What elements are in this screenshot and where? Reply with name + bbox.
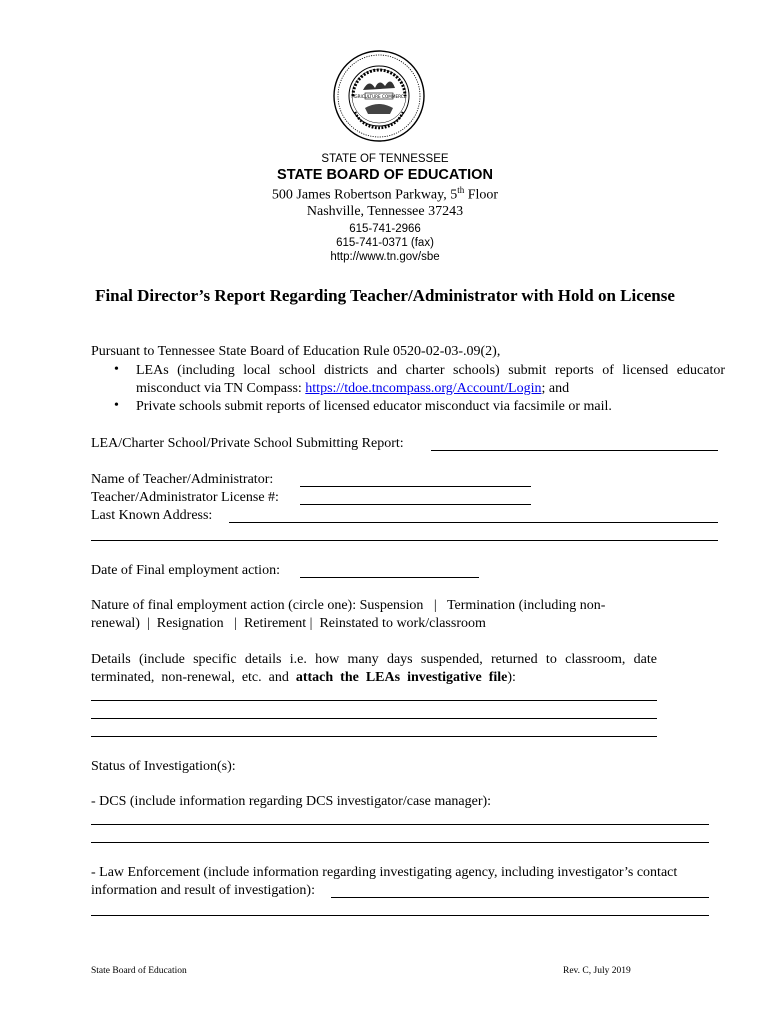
license-number-label: Teacher/Administrator License #: (91, 490, 279, 505)
teacher-name-field[interactable] (300, 486, 531, 487)
bullet-1-line-2: misconduct via TN Compass: https://tdoe.tncompass.org/Account/Login; and (136, 381, 570, 396)
submitting-school-label: LEA/Charter School/Private School Submitting Report: (91, 436, 404, 451)
board-name: STATE BOARD OF EDUCATION (277, 167, 493, 183)
last-address-field[interactable] (229, 522, 718, 523)
document-title: Final Director’s Report Regarding Teacher/Administrator with Hold on License (95, 286, 675, 305)
bullet-2-text: Private schools submit reports of licensed educator misconduct via facsimile or mail. (136, 399, 612, 414)
state-seal-logo (333, 50, 425, 142)
address-line-2: Nashville, Tennessee 37243 (306, 204, 464, 219)
website-link[interactable]: http://www.tn.gov/sbe (330, 251, 440, 263)
license-number-field[interactable] (300, 504, 531, 505)
law-enforcement-label-line-1: - Law Enforcement (include information regarding investigating agency, including investigator’s contact (91, 865, 678, 880)
details-field-line-1[interactable] (91, 700, 657, 701)
dcs-label: - DCS (include information regarding DCS investigator/case manager): (91, 794, 492, 809)
details-field-line-3[interactable] (91, 736, 657, 737)
tncompass-login-link[interactable]: https://tdoe.tncompass.org/Account/Login (305, 381, 542, 396)
final-action-date-field[interactable] (300, 577, 479, 578)
state-name: STATE OF TENNESSEE (321, 153, 449, 165)
bullet-1-line-1: LEAs (including local school districts and charter schools) submit reports of licensed educator (136, 363, 725, 378)
law-enforcement-label-line-2: information and result of investigation): (91, 883, 315, 898)
svg-text:AGRICULTURE COMMERCE: AGRICULTURE COMMERCE (351, 93, 407, 99)
details-field-line-2[interactable] (91, 718, 657, 719)
dcs-field-line-1[interactable] (91, 824, 709, 825)
submitting-school-field[interactable] (431, 450, 718, 451)
address-line-1: 500 James Robertson Parkway, 5th Floor (271, 185, 499, 203)
footer-revision: Rev. C, July 2019 (563, 966, 631, 976)
details-line-2: terminated, non-renewal, etc. and attach the LEAs investigative file): (91, 670, 516, 685)
nature-line-2: renewal) | Resignation | Retirement | Reinstated to work/classroom (91, 616, 486, 631)
phone-number: 615-741-2966 (349, 223, 421, 235)
last-address-label: Last Known Address: (91, 508, 213, 523)
last-address-field-line-2[interactable] (91, 540, 718, 541)
teacher-name-label: Name of Teacher/Administrator: (91, 472, 274, 487)
intro-text: Pursuant to Tennessee State Board of Education Rule 0520-02-03-.09(2), (91, 344, 501, 359)
nature-line-1: Nature of final employment action (circle one): Suspension | Termination (including non- (91, 598, 606, 613)
details-line-1: Details (include specific details i.e. how many days suspended, returned to classroom, date (91, 652, 657, 667)
status-heading: Status of Investigation(s): (91, 759, 236, 774)
law-enforcement-field-line-2[interactable] (91, 915, 709, 916)
fax-number: 615-741-0371 (fax) (336, 237, 434, 249)
bullet-icon: • (114, 398, 119, 413)
bullet-icon: • (114, 362, 119, 377)
dcs-field-line-2[interactable] (91, 842, 709, 843)
footer-left: State Board of Education (91, 966, 187, 976)
final-action-date-label: Date of Final employment action: (91, 563, 280, 578)
law-enforcement-field-line-1[interactable] (331, 897, 709, 898)
